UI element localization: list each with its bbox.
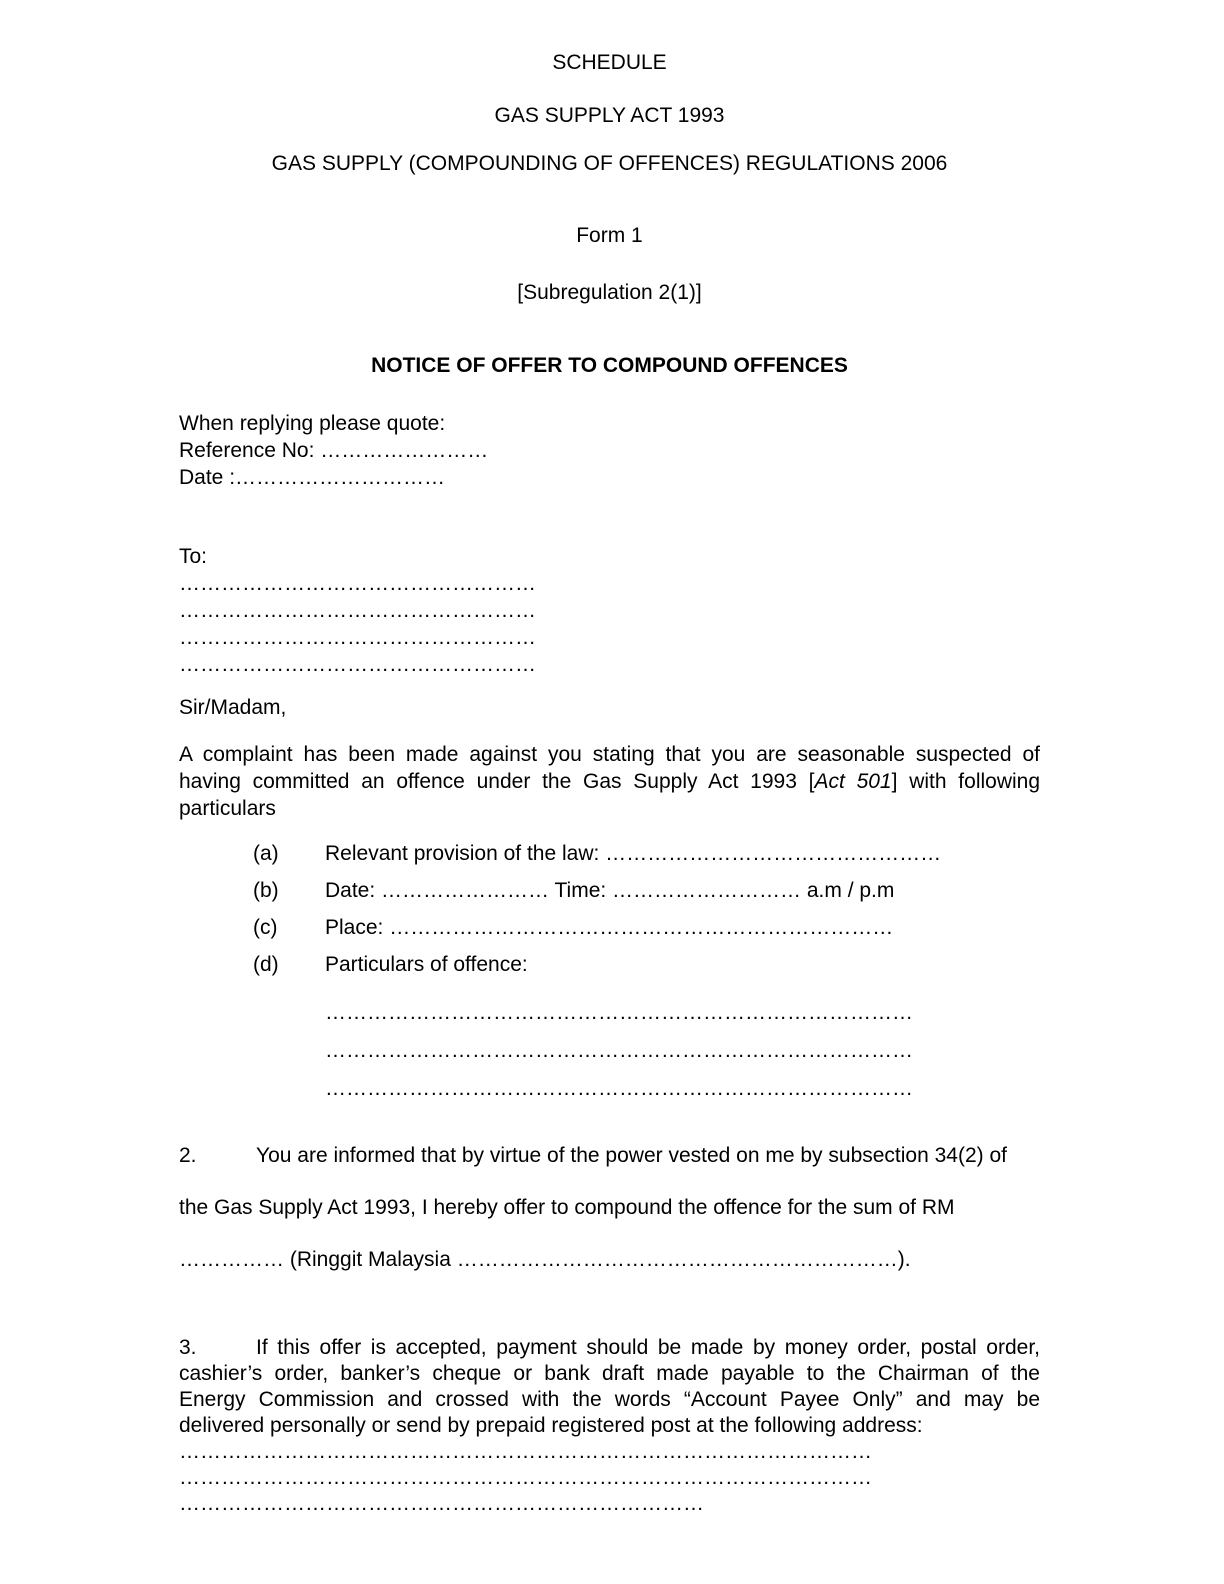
offence-item-a [179,840,1040,867]
para2-line-1 [179,1130,1040,1182]
act-heading: GAS SUPPLY ACT 1993 [494,104,725,127]
offence-item-b [179,877,1040,904]
particulars-blank-lines [179,999,1040,1102]
para2-number: 2. [179,1144,197,1167]
para2-line-2: the Gas Supply Act 1993, I hereby offer to compound the offence for the sum of RM [179,1196,955,1219]
offence-item-d-text: Particulars of offence: [325,953,528,976]
complaint-line-2-post: ] with following [891,770,1040,793]
when-replying-note: When replying please quote: [179,412,446,435]
to-address-line-3: …………………………………………… [179,626,536,649]
form-number: Form 1 [576,224,643,247]
para3-line-1 [179,1335,1040,1361]
para3-number: 3. [179,1336,197,1359]
para2-line-1-text: You are informed that by virtue of the power vested on me by subsection 34(2) of [256,1144,1007,1167]
quote-block [179,410,1040,491]
reference-no-label: Reference No: [179,439,321,462]
offence-item-c-label: (c) [253,916,278,939]
notice-title: NOTICE OF OFFER TO COMPOUND OFFENCES [371,354,848,377]
particulars-line-3: ………………………………………………………………………… [325,1077,913,1100]
to-label: To: [179,545,208,568]
date-label: Date : [179,466,236,489]
para3-line-1-text: If this offer is accepted, payment should be made by money order, postal order, [256,1336,1040,1359]
offence-item-a-label: (a) [253,842,279,865]
reference-no-field [179,437,1040,464]
act-citation: Act 501 [814,770,892,793]
offence-item-d [179,951,1040,978]
reference-no-blank: …………………… [320,439,489,462]
complaint-line-2-pre: having committed an offence under the Gas Supply Act 1993 [ [179,770,815,793]
para2-line-3: …………… (Ringgit Malaysia ………………………………………………………). [179,1248,911,1271]
para3-line-4: delivered personally or send by prepaid registered post at the following address: [179,1414,923,1437]
to-address-line-4: …………………………………………… [179,653,536,676]
subregulation-reference: [Subregulation 2(1)] [517,281,702,304]
complaint-line-1: A complaint has been made against you stating that you are seasonable suspected of [179,743,1040,766]
address-blank-line-2: ……………………………………………………………………………………… [179,1466,872,1489]
regulations-heading: GAS SUPPLY (COMPOUNDING OF OFFENCES) REGULATIONS 2006 [271,152,948,175]
paragraph-2 [179,1130,1040,1286]
offence-item-b-text: Date: …………………… Time: ……………………… a.m / p.m [325,879,895,902]
complaint-paragraph [179,741,1040,822]
offence-item-c-text: Place: ……………………………………………………………… [325,916,894,939]
to-block [179,543,1040,678]
particulars-line-1: ………………………………………………………………………… [325,1001,913,1024]
salutation: Sir/Madam, [179,696,287,719]
offence-item-a-text: Relevant provision of the law: ………………………………………… [325,842,942,865]
date-field [179,464,1040,491]
offence-item-d-label: (d) [253,953,279,976]
paragraph-3 [179,1335,1040,1517]
offence-particulars-list [179,840,1040,978]
offence-item-c [179,914,1040,941]
schedule-heading: SCHEDULE [552,51,667,74]
particulars-line-2: ………………………………………………………………………… [325,1039,913,1062]
offence-item-b-label: (b) [253,879,279,902]
para3-line-2: cashier’s order, banker’s cheque or bank draft made payable to the Chairman of the [179,1362,1040,1385]
to-address-line-1: …………………………………………… [179,572,536,595]
para3-line-3: Energy Commission and crossed with the words “Account Payee Only” and may be [179,1388,1040,1411]
address-blank-line-3: ………………………………………………………………… [179,1492,704,1515]
to-address-line-2: …………………………………………… [179,599,536,622]
address-blank-line-1: ……………………………………………………………………………………… [179,1440,872,1463]
date-blank: ………………………… [235,466,446,489]
complaint-line-3: particulars [179,797,276,820]
complaint-line-2 [179,768,1040,795]
